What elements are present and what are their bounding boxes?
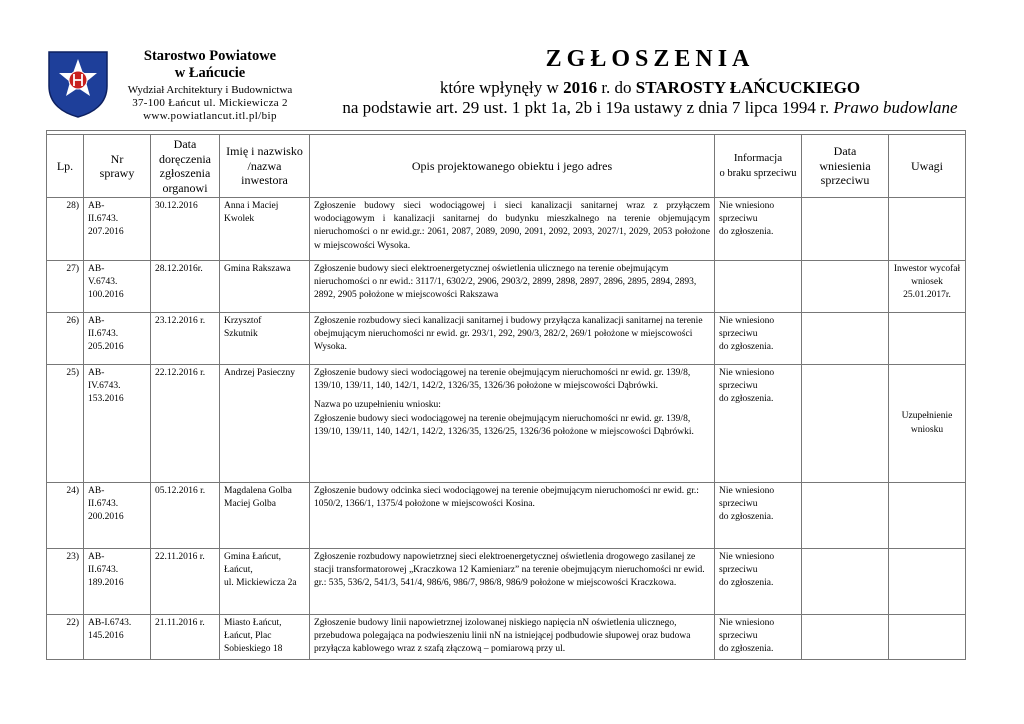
cell-text: AB- xyxy=(88,486,105,496)
cell-text: Szkutnik xyxy=(224,329,258,340)
notes xyxy=(889,549,966,615)
office-address: 37-100 Łańcut ul. Mickiewicza 2 xyxy=(132,96,288,109)
objection-date xyxy=(802,549,889,615)
header-year: 2016 xyxy=(563,78,598,97)
col-objection-date xyxy=(802,135,889,198)
cell-text: Uzupełnienie wniosku xyxy=(901,411,953,435)
objection-date xyxy=(802,483,889,549)
investor: Gmina Rakszawa xyxy=(220,261,310,313)
cell-text: do zgłoszenia. xyxy=(719,342,774,353)
row-number: 25) xyxy=(47,365,84,483)
cell-text: do zgłoszenia. xyxy=(719,512,774,523)
delivery-date: 05.12.2016 r. xyxy=(151,483,220,549)
delivery-date: 22.12.2016 r. xyxy=(151,365,220,483)
table-row xyxy=(47,313,966,365)
cell-text: Łańcut, Plac xyxy=(224,631,272,642)
case-number xyxy=(84,365,151,483)
notes xyxy=(889,365,966,483)
notes: Inwestor wycofał wniosek 25.01.2017r. xyxy=(889,261,966,313)
col-description: Opis projektowanego obiektu i jego adres xyxy=(310,135,715,198)
cell-text: II.6743. xyxy=(88,499,119,510)
cell-text: Zgłoszenie rozbudowy sieci kanalizacji sanitarnej i budowy przyłącza kanalizacji sanitarnej na terenie obejmującym nieruchomości nr ewid. gr. 293/1, 292, 290/3, 282/2, 269/1 położone w miejscowości Wysoka. xyxy=(314,316,703,353)
cell-text: AB- xyxy=(88,368,105,378)
header-text: na podstawie art. 29 ust. 1 pkt 1a, 2b i 19a ustawy z dnia 7 lipca 1994 r. xyxy=(342,98,834,117)
cell-text: Nie wniesiono xyxy=(719,618,775,628)
cell-text: do zgłoszenia. xyxy=(719,644,774,655)
cell-text: 207.2016 xyxy=(88,227,124,238)
applications-table xyxy=(46,130,966,660)
header-text: Imię i nazwisko xyxy=(226,144,303,159)
cell-text: V.6743. xyxy=(88,277,118,288)
cell-text: Anna i Maciej xyxy=(224,201,279,211)
table-row xyxy=(47,615,966,660)
objection-info xyxy=(715,365,802,483)
objection-date xyxy=(802,615,889,660)
coat-of-arms-icon xyxy=(47,50,109,118)
office-block xyxy=(120,48,300,122)
cell-text: AB- xyxy=(88,201,105,211)
description xyxy=(310,549,715,615)
office-city: w Łańcucie xyxy=(174,64,246,81)
objection-info xyxy=(715,549,802,615)
cell-text: Nie wniesiono xyxy=(719,368,775,378)
row-number: 24) xyxy=(47,483,84,549)
header-text: o braku sprzeciwu xyxy=(719,167,797,179)
cell-text: Zgłoszenie budowy odcinka sieci wodociągowej na terenie obejmującym nieruchomości nr ewid. gr.: 1050/2, 1366/1, 1375/4 położone w miejscowości Kosina. xyxy=(314,486,699,510)
delivery-date: 23.12.2016 r. xyxy=(151,313,220,365)
cell-text: Zgłoszenie rozbudowy napowietrznej sieci elektroenergetycznej oświetlenia drogowego zasilanej ze stacji transformatorowej „Kraczkowa 12 Kamieniarz” na terenie obejmującym nieruchomości nr ewid. gr.: 535, 536/2, 541/3, 541/4, 986/6, 986/7, 986/8, 986/9 położone w miejscowości Kraczkowa. xyxy=(314,552,705,589)
objection-info xyxy=(715,313,802,365)
objection-date xyxy=(802,198,889,261)
header-text: Data xyxy=(833,144,857,159)
cell-text: AB- xyxy=(88,552,105,562)
table-row xyxy=(47,261,966,313)
header-text: inwestora xyxy=(241,173,288,188)
cell-text: AB- xyxy=(88,264,105,274)
cell-text: sprzeciwu xyxy=(719,631,758,642)
objection-date xyxy=(802,313,889,365)
cell-text: II.6743. xyxy=(88,565,119,576)
page-title: ZGŁOSZENIA xyxy=(545,46,755,72)
header-text: zgłoszenia xyxy=(159,166,211,180)
cell-text: Miasto Łańcut, xyxy=(224,618,282,628)
cell-text: Sobieskiego 18 xyxy=(224,644,283,655)
delivery-date: 22.11.2016 r. xyxy=(151,549,220,615)
cell-text: Zgłoszenie budowy sieci elektroenergetycznej oświetlenia ulicznego na terenie obejmującym nieruchomości o nr ewid.: 3117/1, 6302/2, 2906, 2903/2, 2899, 2898, 2897, 2896, 2895, 2894, 2893, 2892, 2905 położone w miejscowości Rakszawa xyxy=(314,264,697,301)
cell-text: Zgłoszenie budowy sieci wodociągowej na terenie obejmującym nieruchomości nr ewid. gr. 139/8, 139/10, 139/11, 140, 142/1, 142/2, 1326/35, 1326/25, 1326/36 położone w miejscowości Dąbrówki. xyxy=(314,413,694,437)
objection-info xyxy=(715,615,802,660)
header-law: Prawo budowlane xyxy=(833,98,958,117)
cell-text: do zgłoszenia. xyxy=(719,578,774,589)
delivery-date: 28.12.2016r. xyxy=(151,261,220,313)
cell-text: ul. Mickiewicza 2a xyxy=(224,578,297,589)
cell-text: Zgłoszenie budowy sieci wodociągowej i sieci kanalizacji sanitarnej wraz z przyłączem wodociągowym i kanalizacji sanitarnej do budynku mieszkalnego na terenie objemującym nieruchomości o nr ewid.gr.: 2061, 2087, 2089, 2090, 2091, 2092, 2093, 2027/1, 2029, 2053 położone w miejscowości Wysoka. xyxy=(314,201,710,251)
cell-text: 100.2016 xyxy=(88,290,124,301)
row-number: 22) xyxy=(47,615,84,660)
row-number: 23) xyxy=(47,549,84,615)
case-number xyxy=(84,549,151,615)
office-name: Starostwo Powiatowe xyxy=(143,48,277,64)
row-number: 26) xyxy=(47,313,84,365)
notes xyxy=(889,313,966,365)
header-text: Informacja xyxy=(733,152,783,164)
row-number: 28) xyxy=(47,198,84,261)
cell-text: sprzeciwu xyxy=(719,499,758,510)
cell-text: Krzysztof xyxy=(224,316,262,326)
cell-text: do zgłoszenia. xyxy=(719,394,774,405)
investor xyxy=(220,549,310,615)
col-investor xyxy=(220,135,310,198)
table-header-row xyxy=(47,135,966,198)
table-row xyxy=(47,483,966,549)
row-number: 27) xyxy=(47,261,84,313)
table-row xyxy=(47,549,966,615)
cell-text: Nie wniesiono xyxy=(719,316,775,326)
objection-info xyxy=(715,198,802,261)
cell-text: Kwolek xyxy=(224,214,255,225)
case-number xyxy=(84,261,151,313)
cell-text: Maciej Golba xyxy=(224,499,276,510)
cell-text: AB-I.6743. xyxy=(88,618,132,628)
objection-info xyxy=(715,483,802,549)
header-text: sprzeciwu xyxy=(820,173,870,188)
header-line-2 xyxy=(320,78,980,98)
investor xyxy=(220,615,310,660)
description xyxy=(310,198,715,261)
cell-text: Magdalena Golba xyxy=(224,486,292,496)
col-case-number xyxy=(84,135,151,198)
objection-date xyxy=(802,365,889,483)
cell-text: IV.6743. xyxy=(88,381,121,392)
col-delivery-date xyxy=(151,135,220,198)
cell-text: sprzeciwu xyxy=(719,214,758,225)
case-number xyxy=(84,198,151,261)
header-text: wniesienia xyxy=(819,158,871,173)
cell-text: sprzeciwu xyxy=(719,329,758,340)
cell-text: II.6743. xyxy=(88,214,119,225)
investor xyxy=(220,483,310,549)
notes xyxy=(889,198,966,261)
cell-text: 189.2016 xyxy=(88,578,124,589)
cell-text: Nazwa po uzupełnieniu wniosku: xyxy=(314,400,441,411)
col-notes: Uwagi xyxy=(889,135,966,198)
cell-text: Zgłoszenie budowy sieci wodociągowej na terenie obejmującym nieruchomości nr ewid. gr. 139/8, 139/10, 139/11, 140, 142/1, 142/2, 1326/35, 1326/36 położone w miejscowości Dąbrówki. xyxy=(314,368,691,392)
cell-text: Nie wniesiono xyxy=(719,486,775,496)
col-objection-info xyxy=(715,135,802,198)
cell-text: Nie wniesiono xyxy=(719,201,775,211)
description xyxy=(310,483,715,549)
cell-text: 200.2016 xyxy=(88,512,124,523)
delivery-date: 21.11.2016 r. xyxy=(151,615,220,660)
cell-text: do zgłoszenia. xyxy=(719,227,774,238)
cell-text: 145.2016 xyxy=(88,631,124,642)
office-website: www.powiatlancut.itl.pl/bip xyxy=(143,109,277,122)
cell-text: Nie wniesiono xyxy=(719,552,775,562)
cell-text: 205.2016 xyxy=(88,342,124,353)
description xyxy=(310,365,715,483)
header-text: które wpłynęły w xyxy=(439,78,564,97)
case-number xyxy=(84,313,151,365)
description xyxy=(310,615,715,660)
cell-text: sprzeciwu xyxy=(719,381,758,392)
investor: Andrzej Pasieczny xyxy=(220,365,310,483)
header-text: Data xyxy=(173,137,197,151)
header-text: doręczenia xyxy=(159,151,211,166)
header-recipient: STAROSTY ŁAŃCUCKIEGO xyxy=(635,78,861,97)
description xyxy=(310,313,715,365)
investor xyxy=(220,313,310,365)
description xyxy=(310,261,715,313)
col-lp: Lp. xyxy=(47,135,84,198)
delivery-date: 30.12.2016 xyxy=(151,198,220,261)
table-row xyxy=(47,365,966,483)
cell-text: AB- xyxy=(88,316,105,326)
objection-date xyxy=(802,261,889,313)
objection-info xyxy=(715,261,802,313)
header-text: sprawy xyxy=(99,166,135,180)
header-text: r. do xyxy=(597,78,636,97)
cell-text: Zgłoszenie budowy linii napowietrznej izolowanej niskiego napięcia nN oświetlenia ulicznego, przebudowa polegająca na podwieszeniu linii nN na istniejącej podbudowie słupowej oraz budowa przyłącza kablowego wraz z szafą złączową – pomiarową przy ul. xyxy=(314,618,691,655)
case-number xyxy=(84,615,151,660)
case-number xyxy=(84,483,151,549)
header-text: Nr xyxy=(110,151,124,166)
document-header xyxy=(320,44,980,118)
office-department: Wydział Architektury i Budownictwa xyxy=(127,84,293,97)
cell-text: II.6743. xyxy=(88,329,119,340)
cell-text: Łańcut, xyxy=(224,565,253,576)
header-line-3 xyxy=(320,98,980,118)
cell-text: 153.2016 xyxy=(88,394,124,405)
header-text: organowi xyxy=(162,180,208,195)
cell-text: sprzeciwu xyxy=(719,565,758,576)
table-row xyxy=(47,198,966,261)
investor xyxy=(220,198,310,261)
notes xyxy=(889,483,966,549)
cell-text: Gmina Łańcut, xyxy=(224,552,281,562)
notes xyxy=(889,615,966,660)
header-text: /nazwa xyxy=(247,158,282,173)
